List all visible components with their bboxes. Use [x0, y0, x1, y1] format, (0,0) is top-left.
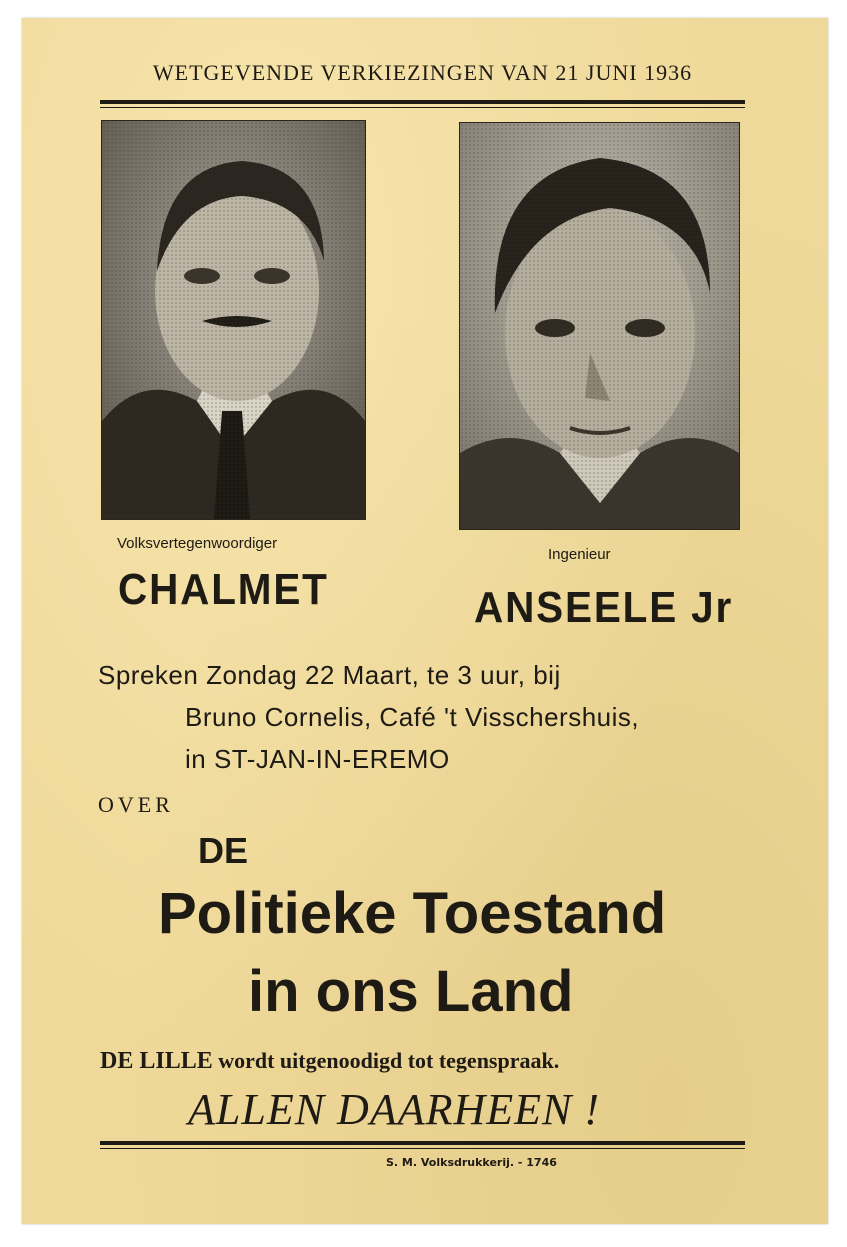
- invitation-line: [100, 1048, 559, 1075]
- speaker-title-chalmet: Volksvertegenwoordiger: [117, 535, 278, 552]
- invited-text: wordt uitgenoodigd tot tegenspraak.: [218, 1048, 560, 1073]
- call-to-action: ALLEN DAARHEEN !: [188, 1085, 600, 1134]
- speaker-name-anseele: ANSEELE Jr: [474, 583, 734, 632]
- topic-line-2: in ons Land: [248, 959, 574, 1024]
- header-rule-thin: [100, 107, 745, 108]
- election-header: WETGEVENDE VERKIEZINGEN VAN 21 JUNI 1936: [152, 60, 693, 85]
- printer-credit: S. M. Volksdrukkerij. - 1746: [386, 1156, 557, 1169]
- speaker-title-anseele: Ingenieur: [548, 546, 611, 563]
- header-rule-thick: [100, 100, 745, 104]
- event-line-3: in ST-JAN-IN-EREMO: [185, 744, 450, 774]
- footer-rule-thin: [100, 1148, 745, 1149]
- portrait-anseele: [459, 122, 740, 530]
- event-line-2: Bruno Cornelis, Café 't Visschershuis,: [185, 702, 640, 732]
- portrait-chalmet: [101, 120, 366, 520]
- footer-rule-thick: [100, 1141, 745, 1145]
- speaker-name-chalmet: CHALMET: [118, 565, 329, 614]
- topic-article: DE: [198, 830, 249, 871]
- invited-name: DE LILLE: [100, 1048, 213, 1074]
- over-label: OVER: [98, 792, 174, 817]
- topic-line-1: Politieke Toestand: [158, 881, 667, 946]
- event-line-1: Spreken Zondag 22 Maart, te 3 uur, bij: [98, 660, 561, 690]
